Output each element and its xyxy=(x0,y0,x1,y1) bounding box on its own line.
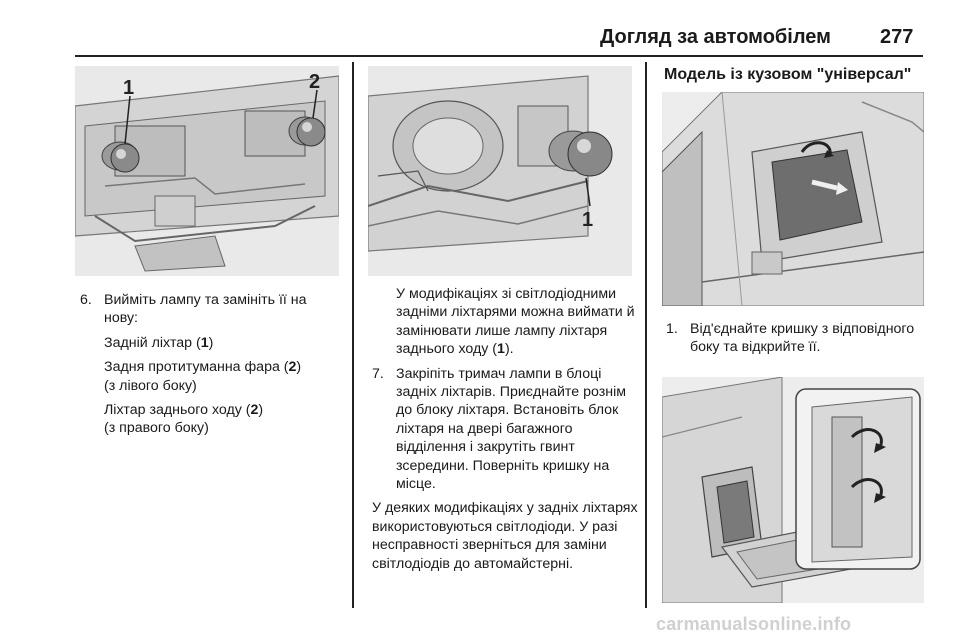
step-6 xyxy=(80,291,342,328)
item-3-ref: 2 xyxy=(250,402,259,419)
led-note-ref: 1 xyxy=(497,341,505,358)
item-1-post: ) xyxy=(208,334,214,351)
figure-rear-light-bulbs xyxy=(75,66,339,276)
section-title-estate: Модель із кузовом "універсал" xyxy=(664,66,912,83)
column-divider-left xyxy=(352,62,354,608)
figure2-label-1: 1 xyxy=(582,209,594,231)
item-3-post: ) xyxy=(258,402,264,419)
led-note-text: У модифікаціях зі світлодіодними задніми ліхтарями можна виймати й замінювати лише лампу ліхтаря заднього ходу ( xyxy=(396,286,635,358)
middle-column-text xyxy=(372,285,640,579)
figure1-label-1: 1 xyxy=(123,77,135,99)
step-6-text: Вийміть лампу та замініть її на нову: xyxy=(104,292,307,327)
estate-cover-illustration xyxy=(662,92,924,306)
step-6-number: 6. xyxy=(80,292,92,308)
led-note xyxy=(372,285,640,359)
rear-light-illustration xyxy=(75,66,339,276)
step-1 xyxy=(666,320,924,357)
led-footer-text: У деяких модифікаціях у задніх ліхтарях використовуються світлодіоди. У разі несправності зверніться для заміни світлодіодів до автомайстерні. xyxy=(372,500,638,572)
step-1-text: Від'єднайте кришку з відповідного боку та відкрийте її. xyxy=(690,321,915,356)
item-1-text: Задній ліхтар ( xyxy=(104,334,201,351)
step-6-item-1 xyxy=(80,334,342,352)
step-7-text: Закріпіть тримач лампи в блоці задніх ліхтарів. Приєднайте рознім до блоку ліхтаря. Встановіть блок ліхтаря на двері багажного відділення і закрутіть гвинт зсередини. Поверніть кришку на місце. xyxy=(396,365,626,493)
left-column-text xyxy=(80,291,342,444)
right-column-text xyxy=(666,320,924,363)
figure1-label-2: 2 xyxy=(309,71,321,93)
figure-estate-cover xyxy=(662,92,924,306)
item-3-side: (з правого боку) xyxy=(104,420,209,437)
figure-estate-bulb-holder xyxy=(662,377,924,603)
step-6-item-2 xyxy=(80,358,342,395)
item-2-side: (з лівого боку) xyxy=(104,377,197,394)
watermark: carmanualsonline.info xyxy=(656,614,852,634)
step-7-number: 7. xyxy=(372,365,384,382)
step-6-item-3 xyxy=(80,401,342,438)
header-rule xyxy=(75,55,923,57)
item-3-text: Ліхтар заднього ходу ( xyxy=(104,402,251,419)
figure-reverse-light-bulb xyxy=(368,66,632,276)
led-note-post: ). xyxy=(504,341,514,358)
item-2-post: ) xyxy=(296,359,302,376)
step-7 xyxy=(372,365,640,494)
item-2-text: Задня протитуманна фара ( xyxy=(104,359,289,376)
item-2-ref: 2 xyxy=(288,359,297,376)
estate-bulb-holder-illustration xyxy=(662,377,924,603)
page-number: 277 xyxy=(880,26,914,48)
item-1-ref: 1 xyxy=(200,334,209,351)
page-title: Догляд за автомобілем xyxy=(600,26,831,48)
step-1-number: 1. xyxy=(666,321,678,337)
column-divider-right xyxy=(645,62,647,608)
reverse-light-illustration xyxy=(368,66,632,276)
